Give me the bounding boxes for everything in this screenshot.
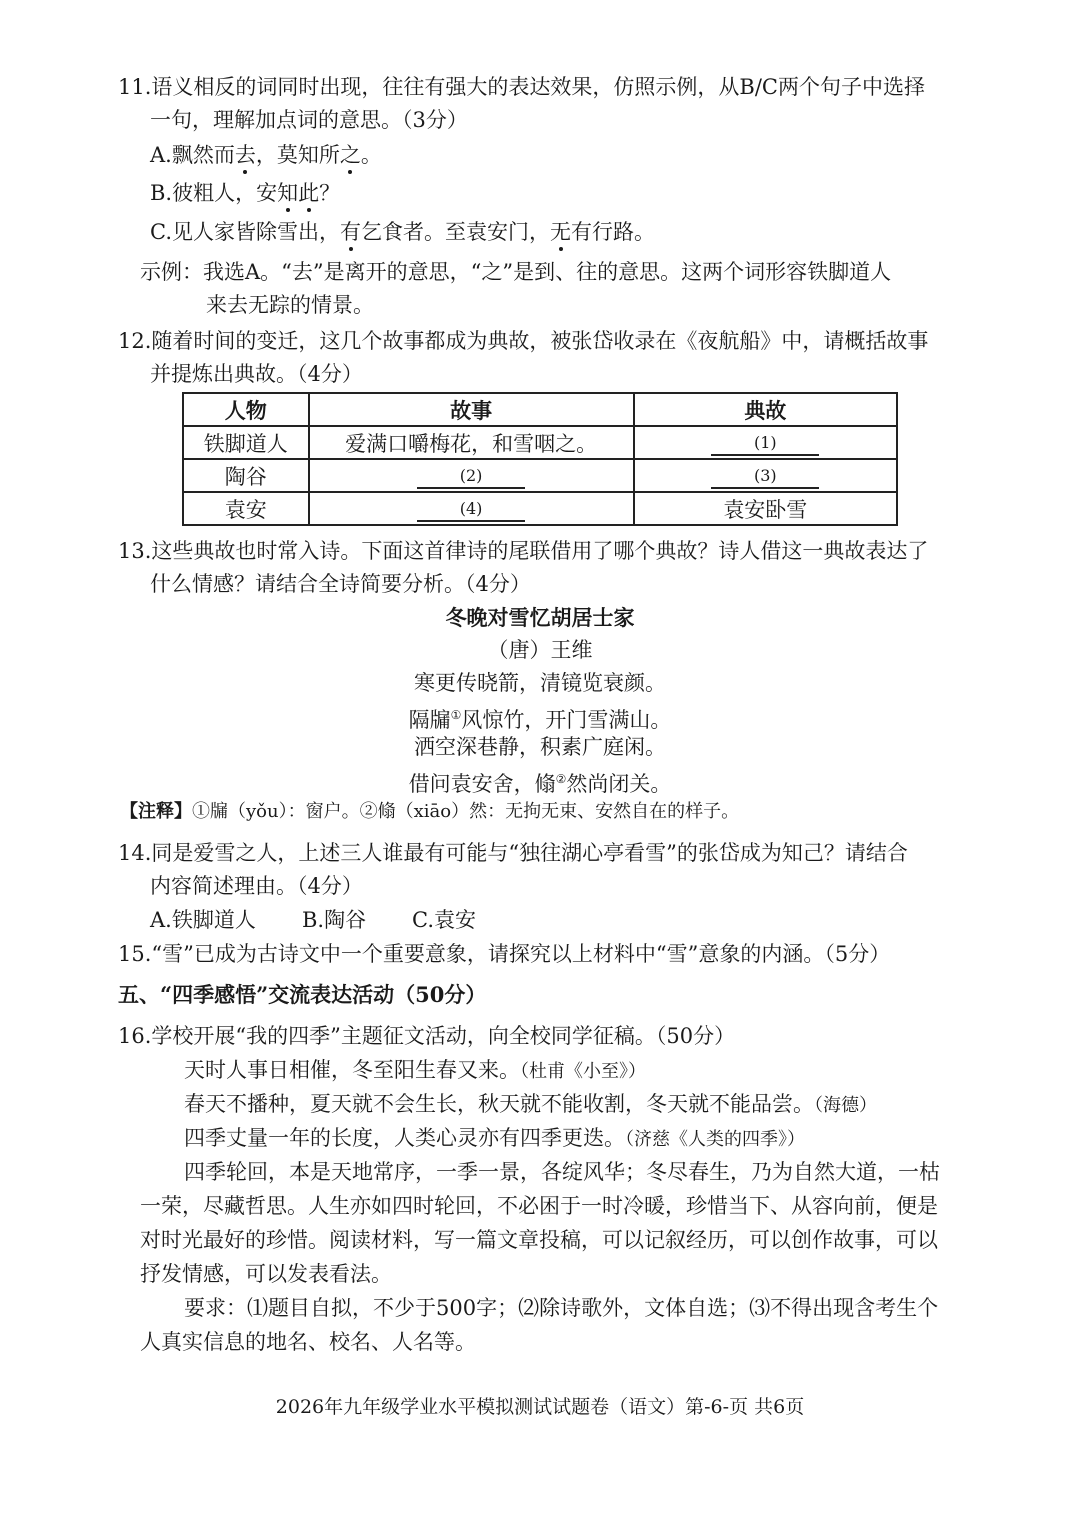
blank-4: (4): [417, 498, 525, 522]
q11-stem-line2: 一句，理解加点词的意思。（3分）: [150, 108, 468, 132]
q11-b-part3: ？: [319, 181, 341, 205]
notes-text: ①牖（yǒu）：窗户。②翛（xiāo）然：无拘无束、安然自在的样子。: [192, 801, 740, 822]
poem-notes: [120, 797, 739, 827]
header-allusion: 典故: [634, 393, 897, 426]
q11-c-part3: 有行路。: [571, 220, 655, 244]
quote-1-source: （杜甫《小至》）: [520, 1061, 646, 1082]
note-marker-2: ②: [555, 772, 567, 786]
requirements-line2: 人真实信息的地名、校名、人名等。: [140, 1330, 476, 1354]
poem-author: （唐）王维: [487, 638, 593, 662]
poem-line2-a: 隔牖: [408, 708, 451, 732]
cell-story: 爱满口嚼梅花，和雪咽之。: [309, 426, 634, 459]
material-para-line3: 对时光最好的珍惜。阅读材料，写一篇文章投稿，可以记叙经历，可以创作故事，可以: [140, 1228, 938, 1252]
q14-option-a: A.铁脚道人: [150, 908, 256, 932]
poem-line2-b: 风惊竹，开门雪满山。: [461, 708, 672, 732]
cell-person: 袁安: [183, 492, 309, 525]
q11-example-line1: 示例：我选A。“去”是离开的意思，“之”是到、往的意思。这两个词形容铁脚道人: [140, 260, 892, 284]
q11-a-part2: ，莫知所: [255, 143, 340, 167]
blank-3: (3): [711, 465, 819, 489]
q11-example-line2: 来去无踪的情景。: [206, 293, 374, 317]
cell-story-blank[interactable]: [309, 459, 634, 492]
quote-2: [184, 1089, 877, 1121]
blank-2: (2): [417, 465, 525, 489]
header-person: 人物: [183, 393, 309, 426]
allusion-table: [182, 392, 898, 526]
q11-option-c: [150, 217, 655, 247]
cell-allusion: 袁安卧雪: [634, 492, 897, 525]
requirements-line1: 要求：⑴题目自拟，不少于500字；⑵除诗歌外，文体自选；⑶不得出现含考生个: [184, 1296, 939, 1320]
q11-b-part1: B.彼粗人，安: [150, 181, 278, 205]
q12-stem-line1: 12.随着时间的变迁，这几个故事都成为典故，被张岱收录在《夜航船》中，请概括故事: [118, 329, 929, 353]
material-para-line1: 四季轮回，本是天地常序，一季一景，各绽风华；冬尽春生，乃为自然大道，一枯: [184, 1160, 940, 1184]
cell-story-blank[interactable]: [309, 492, 634, 525]
material-para-line4: 抒发情感，可以发表看法。: [140, 1262, 392, 1286]
header-story: 故事: [309, 393, 634, 426]
q11-a-dotted-word2: 之: [340, 140, 361, 170]
section5-title: 五、“四季感悟”交流表达活动（50分）: [118, 982, 487, 1007]
q16-stem: 16.学校开展“我的四季”主题征文活动，向全校同学征稿。（50分）: [118, 1024, 736, 1048]
poem-title: 冬晚对雪忆胡居士家: [445, 605, 635, 630]
cell-person: 铁脚道人: [183, 426, 309, 459]
poem-line4-b: 然尚闭关。: [566, 772, 672, 796]
poem-line3: 洒空深巷静，积素广庭闲。: [414, 735, 666, 759]
q14-option-b: B.陶谷: [302, 908, 367, 932]
q11-a-part3: 。: [360, 143, 382, 167]
blank-1: (1): [711, 432, 819, 456]
q13-stem-line1: 13.这些典故也时常入诗。下面这首律诗的尾联借用了哪个典故？诗人借这一典故表达了: [118, 539, 929, 563]
poem-line1: 寒更传晓箭，清镜览衰颜。: [414, 671, 666, 695]
cell-allusion-blank[interactable]: [634, 459, 897, 492]
q12-stem-line2: 并提炼出典故。（4分）: [150, 362, 363, 386]
notes-label: 【注释】: [120, 801, 192, 822]
q13-stem-line2: 什么情感？请结合全诗简要分析。（4分）: [150, 572, 531, 596]
table-row: [183, 459, 897, 492]
poem-line4-a: 借问袁安舍，翛: [408, 772, 556, 796]
quote-1: [184, 1055, 646, 1087]
q11-b-dotted-word2: 此: [298, 178, 319, 208]
q14-stem-line2: 内容简述理由。（4分）: [150, 874, 363, 898]
q11-b-dotted-word1: 知: [277, 178, 298, 208]
q15-stem: 15.“雪”已成为古诗文中一个重要意象，请探究以上材料中“雪”意象的内涵。（5分）: [118, 942, 891, 966]
q11-stem-line1: 11.语义相反的词同时出现，往往有强大的表达效果，仿照示例，从B/C两个句子中选择: [118, 75, 925, 99]
page-footer: 2026年九年级学业水平模拟测试试题卷（语文）第-6-页 共6页: [275, 1396, 805, 1418]
quote-3-text: 四季丈量一年的长度，人类心灵亦有四季更迭。: [184, 1126, 625, 1150]
quote-2-text: 春天不播种，夏天就不会生长，秋天就不能收割，冬天就不能品尝。: [184, 1092, 814, 1116]
q11-c-part1: C.见人家皆除雪出，: [150, 220, 340, 244]
quote-3-source: （济慈《人类的四季》）: [625, 1129, 805, 1150]
q11-a-part1: A.飘然而: [150, 143, 235, 167]
cell-person: 陶谷: [183, 459, 309, 492]
quote-3: [184, 1123, 805, 1155]
table-row: [183, 492, 897, 525]
q14-stem-line1: 14.同是爱雪之人，上述三人谁最有可能与“独往湖心亭看雪”的张岱成为知己？请结合: [118, 841, 908, 865]
table-row: [183, 426, 897, 459]
poem-line2: [0, 700, 1080, 735]
quote-1-text: 天时人事日相催，冬至阳生春又来。: [184, 1058, 520, 1082]
q11-a-dotted-word1: 去: [235, 140, 256, 170]
note-marker-1: ①: [450, 708, 462, 722]
material-para-line2: 一荣，尽藏哲思。人生亦如四时轮回，不必困于一时冷暖，珍惜当下、从容向前，便是: [140, 1194, 938, 1218]
q11-option-b: [150, 178, 340, 208]
q14-option-c: C.袁安: [412, 908, 476, 932]
table-header-row: [183, 393, 897, 426]
poem-line4: [0, 764, 1080, 799]
cell-allusion-blank[interactable]: [634, 426, 897, 459]
q11-c-dotted-word1: 有: [340, 217, 361, 247]
q11-option-a: [150, 140, 382, 170]
q11-c-dotted-word2: 无: [550, 217, 571, 247]
q11-c-part2: 乞食者。至袁安门，: [361, 220, 550, 244]
quote-2-source: （海德）: [814, 1095, 877, 1116]
